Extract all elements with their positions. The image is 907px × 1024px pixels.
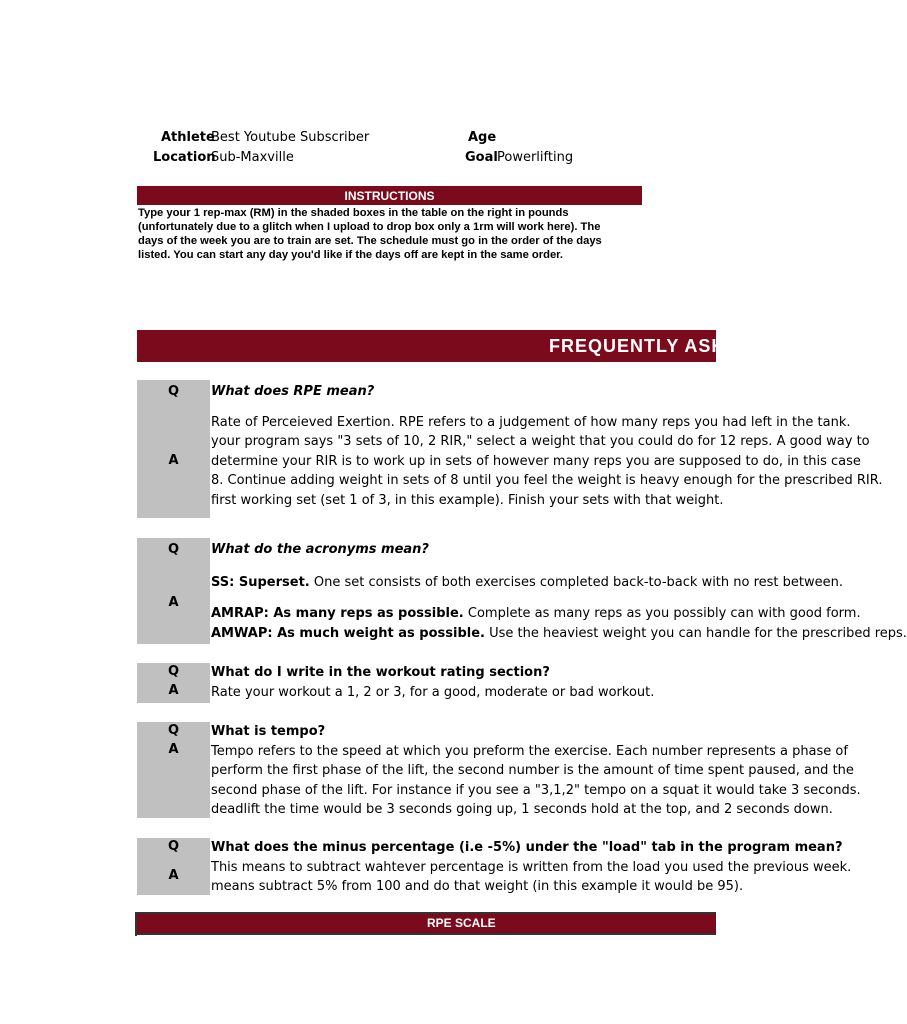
faq-answer-line: 8. Continue adding weight in sets of 8 until you feel the weight is heavy enough for the prescribed RIR. [211,473,883,488]
faq-answer-line: determine your RIR is to work up in sets of however many reps you are supposed to do, in this case [211,453,861,469]
faq-item-rating [137,663,655,703]
faq-question: What is tempo? [211,724,326,739]
faq-item-minus-percentage [137,838,852,895]
faq-item-acronyms [137,538,907,644]
faq-answer-line: This means to subtract wahtever percentage is written from the load you used the previous week. [211,859,852,875]
faq-answer-line: second phase of the lift. For instance if you see a "3,1,2" tempo on a squat it would take 3 seconds. [211,782,861,798]
q-letter: Q [167,384,180,399]
instructions-line: days of the week you are to train are set. The schedule must go in the order of the days [138,235,602,247]
location-label: Location [153,150,216,165]
a-letter: A [168,868,179,883]
q-letter: Q [167,664,180,679]
faq-question: What does RPE mean? [211,384,375,399]
a-letter: A [168,453,179,468]
faq-question: What do I write in the workout rating section? [211,665,550,680]
amwap-term: AMWAP: As much weight as possible. [211,625,485,641]
instructions-text [138,206,643,262]
faq-answer-line: deadlift the time would be 3 seconds going up, 1 seconds hold at the top, and 2 seconds down. [211,802,833,817]
faq-answer-line: Tempo refers to the speed at which you preform the exercise. Each number represents a phase of [211,743,848,759]
faq-answer-line [211,604,861,624]
faq-answer-line: first working set (set 1 of 3, in this example). Finish your sets with that weight. [211,492,724,508]
a-letter: A [168,595,179,610]
instructions-line: (unfortunately due to a glitch when I upload to drop box only a 1rm will work here). The [138,221,601,233]
faq-answer-line: your program says "3 sets of 10, 2 RIR," select a weight that you could do for 12 reps. A good way to [211,434,870,449]
goal-label: Goal [465,150,498,165]
faq-item-rpe [137,380,883,518]
faq-answer-line [211,624,907,644]
athlete-label: Athlete [161,130,215,145]
faq-header [137,330,874,362]
faq-answer-line [211,573,844,593]
faq-question: What does the minus percentage (i.e -5%) under the "load" tab in the program mean? [211,840,843,855]
instructions-line: Type your 1 rep-max (RM) in the shaded boxes in the table on the right in pounds [138,207,569,219]
athlete-value: Best Youtube Subscriber [211,130,370,145]
a-letter: A [168,683,179,698]
amrap-term: AMRAP: As many reps as possible. [211,606,464,621]
qa-letter-column [137,380,210,518]
q-letter: Q [167,723,180,738]
faq-answer: Rate your workout a 1, 2 or 3, for a good, moderate or bad workout. [211,684,655,700]
instructions-header: INSTRUCTIONS [137,186,642,205]
ss-definition: One set consists of both exercises completed back-to-back with no rest between. [309,574,844,590]
instructions-line: listed. You can start any day you'd like if the days off are kept in the same order. [138,249,564,261]
rpe-scale-title: RPE SCALE [427,916,496,930]
location-value: Sub-Maxville [211,150,294,165]
faq-answer-line: means subtract 5% from 100 and do that weight (in this example it would be 95). [211,879,744,894]
a-letter: A [168,742,179,757]
q-letter: Q [167,542,180,557]
faq-question: What do the acronyms mean? [211,542,429,557]
rpe-scale-header [137,912,716,935]
amwap-definition: Use the heaviest weight you can handle for the prescribed reps. [484,625,907,641]
ss-term: SS: Superset. [211,574,310,590]
goal-value: Powerlifting [497,150,574,165]
faq-item-tempo [137,722,861,818]
faq-title: FREQUENTLY ASKED QUESTIONS [549,336,874,356]
q-letter: Q [167,839,180,854]
amrap-definition: Complete as many reps as you possibly can with good form. [463,606,861,621]
faq-answer-line: Rate of Perceieved Exertion. RPE refers to a judgement of how many reps you had left in the tank. [211,414,851,430]
age-label: Age [468,130,497,145]
faq-answer-line: perform the first phase of the lift, the second number is the amount of time spent paused, and the [211,763,854,778]
